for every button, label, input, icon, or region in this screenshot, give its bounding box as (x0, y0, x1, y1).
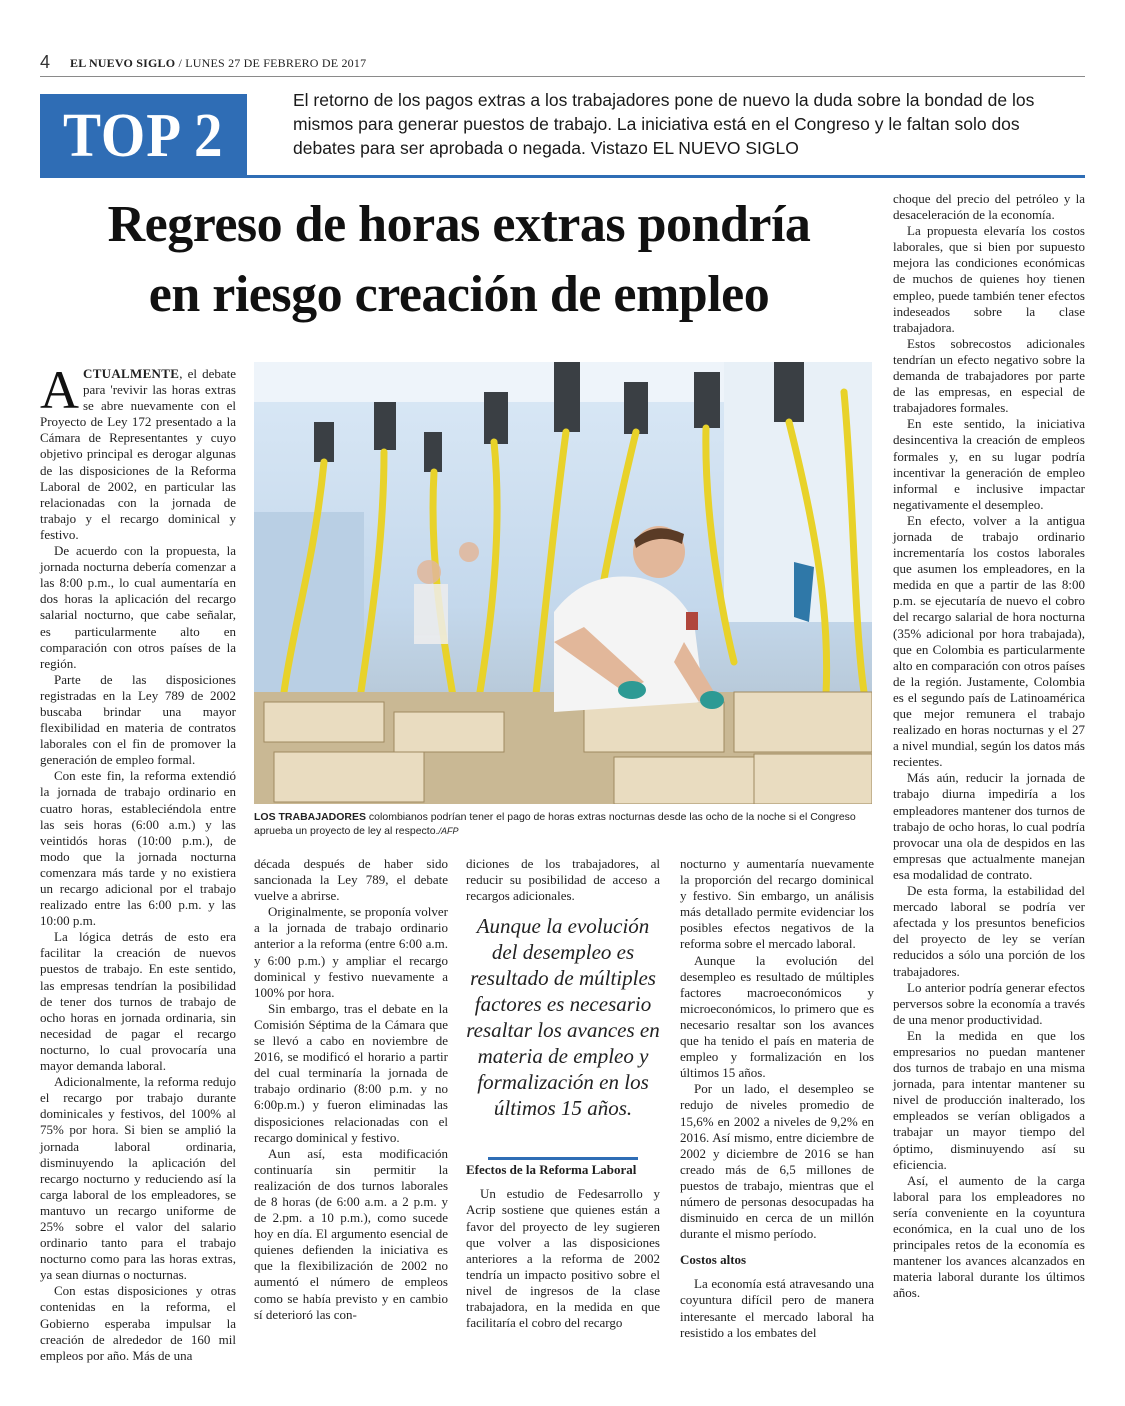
paragraph: De esta forma, la estabilidad del mercado laboral se podría ver afectada y los presuntos beneficios del proyecto de ley se verían reducidos a sólo una porción de los trabajadores. (893, 883, 1085, 979)
section-badge-label: TOP 2 (63, 102, 224, 170)
headline-line-2: en riesgo creación de empleo (148, 266, 770, 323)
paragraph: Estos sobrecostos adicionales tendrían un efecto negativo sobre la demanda de trabajadores por parte de las empresas, en especial de trabajadores formales. (893, 335, 1085, 416)
paragraph: Con estas disposiciones y otras contenidas en la reforma, el Gobierno esperaba impulsar la creación de alrededor de 160 mil empleos por año. Más de una (40, 1283, 236, 1363)
section-blue-rule (247, 175, 1085, 178)
article-photo (254, 362, 872, 804)
publication-date: / LUNES 27 DE FEBRERO DE 2017 (178, 56, 367, 70)
headline-line-1: Regreso de horas extras pondría (107, 196, 811, 253)
header-rule (40, 76, 1085, 77)
paragraph: Por un lado, el desempleo se redujo de niveles promedio de 15,6% en 2002 a niveles de 9,2% en 2016. Así mismo, entre diciembre de 2002 y diciembre de 2016 se han creado más de 6,5 millones de puestos de trabajo, mientras que el número de personas desocupadas ha disminuido en cerca de un millón durante el mismo período. (680, 1081, 874, 1242)
subhead: Efectos de la Reforma Laboral (466, 1162, 637, 1178)
factory-worker-photo (254, 362, 872, 804)
article-column-4 (680, 856, 874, 1341)
paragraph: Lo anterior podría generar efectos perversos sobre la economía a través de una menor productividad. (893, 979, 1085, 1027)
paragraph: Con este fin, la reforma extendió la jornada de trabajo ordinario en cuatro horas, estableciéndola entre las seis horas (6:00 a.m.) y las veintidós horas (10:00 p.m.), de modo que la jornada nocturna comenzara más tarde y no existiera un recargo adicional por el trabajo realizado entre las 6:00 p.m. y las 10:00 p.m. (40, 768, 236, 929)
headline (40, 190, 878, 330)
section-intro: El retorno de los pagos extras a los trabajadores pone de nuevo la duda sobre la bondad de los mismos para generar puestos de trabajo. La iniciativa está en el Congreso y le faltan solo dos debates para ser aprobada o negada. Vistazo EL NUEVO SIGLO (293, 90, 1035, 158)
section-badge (40, 94, 247, 178)
paragraph: Adicionalmente, la reforma redujo el recargo por trabajo durante dominicales y festivos, del 100% al 75% por hora. Si bien se amplió la jornada laboral ordinaria, disminuyendo la aplicación del recargo nocturno y reduciendo así la carga laboral de los empleadores, se mantuvo un recargo uniforme de 25% sobre el valor del salario ordinario tanto para el trabajo nocturno como para las horas extras, ya sean diurnas o nocturnas. (40, 1074, 236, 1283)
paragraph: En efecto, volver a la antigua jornada de trabajo ordinario incrementaría los costos laborales que asumen los empleadores, en la medida en que a partir de las 8:00 p.m. se ejecutaría de nuevo el cobro del recargo salarial de hora nocturna (35% adicional por hora trabajada), que en Colombia es particularmente alto en comparación con otros países de la región. Justamente, Colombia es el segundo país de Latinoamérica que mejor remunera el trabajo realizado en horas nocturnas y el 27 a nivel mundial, según los datos más recientes. (893, 512, 1085, 770)
paragraph: Parte de las disposiciones registradas en la Ley 789 de 2002 buscaba brindar una mayor flexibilidad en materia de contratos laborales con el fin de promover la generación de empleo formal. (40, 671, 236, 768)
pullquote: Aunque la evolución del desempleo es resultado de múltiples factores es necesario resaltar los avances en materia de empleo y formalización en los últimos 15 años. (466, 914, 660, 1120)
paragraph: Originalmente, se proponía volver a la jornada de trabajo ordinario anterior a la reforma (entre 6:00 a.m. y 6:00 p.m.) y ampliar el recargo dominical y festivo nuevamente a 100% por hora. (254, 904, 448, 1000)
paragraph: En la medida en que los empresarios no puedan mantener dos turnos de trabajo en una misma jornada, para intentar mantener su nivel de producción inalterado, los empleados se verían obligados a trabajar un mayor tiempo del óptimo, disminuyendo así su eficiencia. (893, 1027, 1085, 1172)
paragraph: década después de haber sido sancionada la Ley 789, el debate vuelve a abrirse. (254, 856, 448, 904)
paragraph: La propuesta elevaría los costos laborales, que si bien por supuesto mejora las condiciones económicas de muchos de quienes hoy tienen empleo, puede también tener efectos indeseados sobre la clase trabajadora. (893, 223, 1085, 335)
photo-caption (254, 810, 872, 838)
page-number: 4 (40, 52, 51, 72)
paragraph: En este sentido, la iniciativa desincentiva la creación de empleos formales y, en su lugar podría incentivar la generación de empleo informal e inclusive impactar negativamente el desempleo. (893, 416, 1085, 512)
paragraph: Más aún, reducir la jornada de trabajo diurna impediría a los empleadores mantener dos turnos de trabajo de ocho horas, lo cual podría provocar una ola de despidos en las empresas que actualmente manejan esa modalidad de contrato. (893, 770, 1085, 882)
caption-text: colombianos podrían tener el pago de horas extras nocturnas desde las ocho de la noche si el Congreso aprueba un proyecto de ley al respecto. (254, 811, 856, 837)
paragraph: diciones de los trabajadores, al reducir su posibilidad de acceso a recargos adicionales. (466, 856, 660, 904)
paragraph: Así, el aumento de la carga laboral para los empleadores no sería conveniente en la coyuntura económica, en la cual uno de los principales retos de la economía es mantener los avances alcanzados en materia laboral durante los últimos años. (893, 1172, 1085, 1301)
article-column-1 (40, 360, 236, 1364)
paragraph: nocturno y aumentaría nuevamente la proporción del recargo dominical y festivo. Sin embargo, un análisis más detallado permite evidenciar los posibles efectos negativos de la reforma sobre el mercado laboral. (680, 856, 874, 952)
publication-name: EL NUEVO SIGLO (70, 56, 176, 70)
paragraph: , el debate para 'revivir las horas extras se abre nuevamente con el Proyecto de Ley 172 presentado a la Cámara de Representantes y cuyo objetivo principal es derogar algunas de las disposiciones de la Reforma Laboral de 2002, en particular las relacionadas con la jornada de trabajo y el recargo dominical y festivo. (40, 366, 236, 542)
paragraph: De acuerdo con la propuesta, la jornada nocturna debería comenzar a las 8:00 p.m., lo cual aumentaría en dos horas la aplicación del recargo salarial nocturno, que cabe señalar, es particularmente alto en comparación con otros países de la región. (40, 543, 236, 671)
photo-credit: /AFP (438, 826, 459, 836)
subhead: Costos altos (680, 1252, 747, 1268)
paragraph: Sin embargo, tras el debate en la Comisión Séptima de la Cámara que se llevó a cabo en noviembre de 2016, se modificó el horario a partir del cual terminaría la jornada de trabajo ordinario (8:00 p.m. y no 6:00p.m.) y fueron eliminadas las disposiciones relacionadas con el recargo dominical y festivo. (254, 1000, 448, 1145)
paragraph: Aunque la evolución del desempleo es resultado de múltiples factores macroeconómicos y microeconómicos, lo primero que es necesario resaltar son los avances que ha tenido el país en materia de empleo y formalización en los últimos 15 años. (680, 952, 874, 1081)
paragraph: Un estudio de Fedesarrollo y Acrip sostiene que quienes están a favor del proyecto de ley sugieren que volver a las disposiciones anteriores a la reforma de 2002 tendría un impacto positivo sobre el nivel de ingresos de la clase trabajadora, en la medida en que facilitaría el cobro del recargo (466, 1186, 660, 1331)
paragraph: La economía está atravesando una coyuntura difícil pero de manera interesante el mercado laboral ha resistido a los embates del (680, 1276, 874, 1340)
paragraph: La lógica detrás de esto era facilitar la creación de nuevos puestos de trabajo. En este sentido, las empresas tendrían la posibilidad de tener dos turnos de trabajo de ocho horas en jornada ordinaria, sin necesidad de pagar el recargo nocturno, lo cual provocaría una mayor demanda laboral. (40, 929, 236, 1074)
pullquote-rule (488, 1157, 638, 1160)
article-column-5 (893, 191, 1085, 1301)
drop-cap: A (40, 360, 79, 420)
caption-lead: LOS TRABAJADORES (254, 811, 367, 823)
lead-caps: CTUALMENTE (83, 366, 180, 381)
publication-line (70, 56, 366, 71)
paragraph: Aun así, esta modificación continuaría sin permitir la realización de dos turnos laborales de 8 horas (de 6:00 a.m. a 2 p.m. y de 2.pm. a 10 p.m.), como sucede hoy en día. El argumento esencial de quienes defienden la iniciativa es que la flexibilización de 2002 no aumentó el número de empleos como se había previsto y en cambio sí deterioró las con- (254, 1145, 448, 1322)
lead-paragraph (40, 360, 236, 543)
paragraph: choque del precio del petróleo y la desaceleración de la economía. (893, 191, 1085, 223)
article-column-2 (254, 856, 448, 1323)
